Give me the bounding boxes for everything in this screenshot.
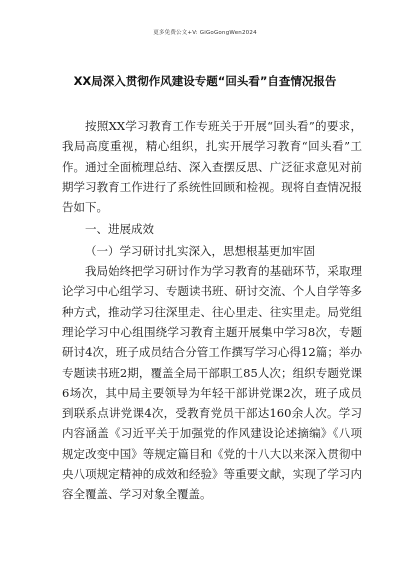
body-paragraph: 我局始终把学习研讨作为学习教育的基础环节，采取理论学习中心组学习、专题读书班、研讨交流、个人自学等多种方式，推动学习往深里走、往心里走、往实里走。局党组理论学习中心组围绕学习教育主题开展集中学习8次，专题研讨4次，班子成员结合分管工作撰写学习心得12篇；举办专题读书班2期，覆盖全局干部职工85人次；组织专题党课6场次，其中局主要领导为年轻干部讲党课2次，班子成员到联系点讲党课4次，受教育党员干部达160余人次。学习内容涵盖《习近平关于加强党的作风建设论述摘编》《八项规定改变中国》等规定篇目和《党的十八大以来深入贯彻中央八项规定精神的成效和经验》等重要文献，实现了学习内容全覆盖、学习对象全覆盖。 bbox=[62, 264, 362, 502]
header-note: 更多免费公文+V: GiGoGongWen2024 bbox=[153, 30, 257, 36]
section-heading-progress: 一、进展成效 bbox=[85, 222, 154, 237]
subsection-heading-study: （一）学习研讨扎实深入，思想根基更加牢固 bbox=[85, 243, 315, 258]
intro-paragraph: 按照XX学习教育工作专班关于开展“回头看”的要求，我局高度重视，精心组织，扎实开展学习教育“回头看”工作。通过全面梳理总结、深入查摆反思、广泛征求意见对前期学习教育工作进行了系统性回顾和检视。现将自查情况报告如下。 bbox=[62, 119, 362, 215]
document-body bbox=[62, 116, 362, 505]
document-title: XX局深入贯彻作风建设专题“回头看”自查情况报告 bbox=[73, 74, 337, 88]
